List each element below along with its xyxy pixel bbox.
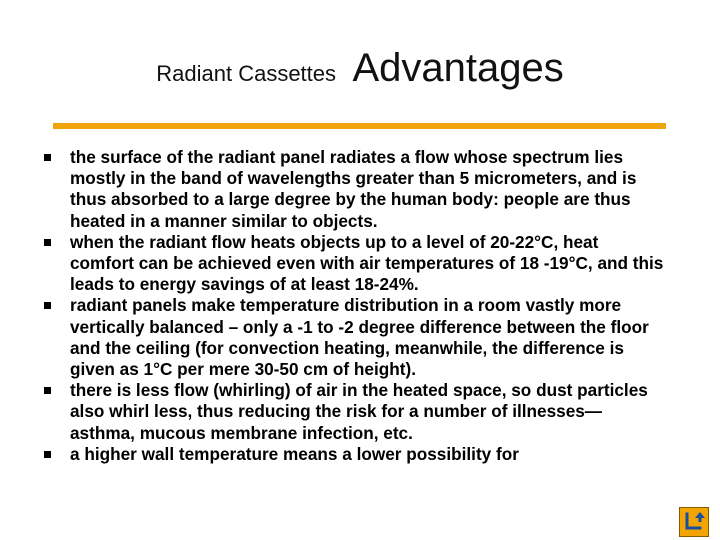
return-arrow-icon — [680, 508, 708, 536]
title-divider — [53, 123, 666, 129]
bullet-text: the surface of the radiant panel radiates a flow whose spectrum lies mostly in the band of wavelengths greater than 5 micrometers, and is thus absorbed to a large degree by the human body: people are thus heated in a manner similar to objects. — [70, 147, 637, 231]
bullet-item — [44, 444, 664, 465]
square-bullet-icon — [44, 387, 51, 394]
square-bullet-icon — [44, 302, 51, 309]
bullet-text: radiant panels make temperature distribution in a room vastly more vertically balanced – only a -1 to -2 degree difference between the floor and the ceiling (for convection heating, meanwhile, the difference is given as 1°C per mere 30-50 cm of height). — [70, 295, 649, 380]
bullet-item — [44, 147, 664, 232]
square-bullet-icon — [44, 451, 51, 458]
square-bullet-icon — [44, 239, 51, 246]
bullet-list — [44, 147, 664, 465]
square-bullet-icon — [44, 154, 51, 161]
bullet-item — [44, 295, 664, 380]
page-title — [0, 46, 720, 91]
return-button[interactable] — [679, 507, 709, 537]
title-main: Advantages — [352, 46, 564, 90]
title-prefix: Radiant Cassettes — [156, 61, 337, 86]
bullet-text: a higher wall temperature means a lower possibility for — [70, 443, 519, 464]
bullet-item — [44, 380, 664, 444]
bullet-item — [44, 232, 664, 296]
bullet-text: there is less flow (whirling) of air in the heated space, so dust particles also whirl less, thus reducing the risk for a number of illnesses—asthma, mucous membrane infection, etc. — [70, 380, 648, 443]
bullet-text: when the radiant flow heats objects up to a level of 20-22°C, heat comfort can be achieved even with air temperatures of 18 -19°C, and this leads to energy savings of at least 18-24%. — [70, 231, 664, 295]
